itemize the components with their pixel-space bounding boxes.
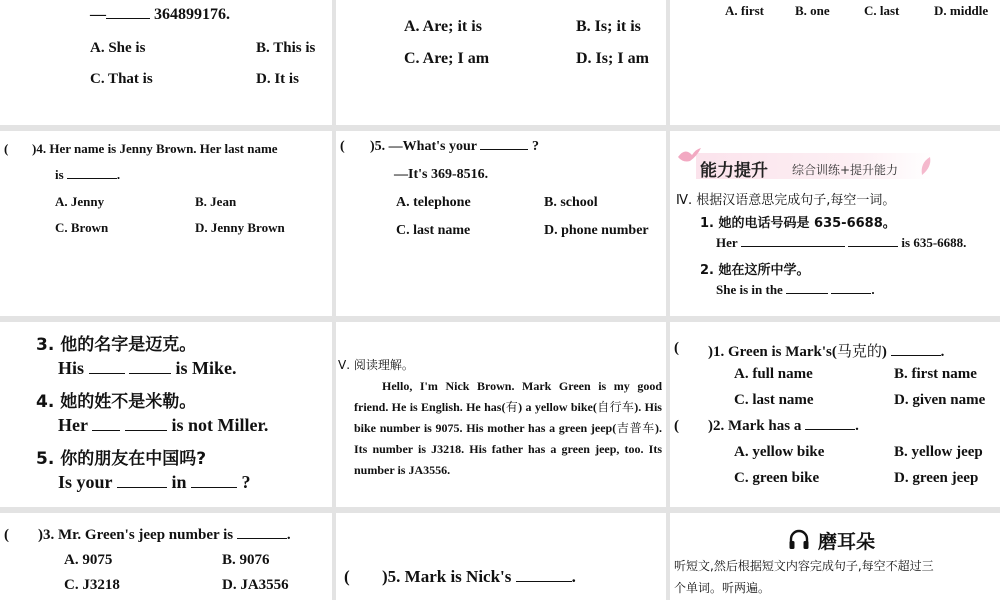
option-a: A. Jenny — [55, 194, 105, 209]
answer-paren: ( — [4, 527, 9, 543]
option-c: C. That is — [90, 71, 153, 87]
option-d: D. phone number — [544, 223, 649, 238]
panel-question-4 — [0, 131, 332, 316]
question-line — [370, 139, 539, 155]
q2-chinese: 2. 她在这所中学。 — [700, 263, 810, 278]
option-b: B. This is — [256, 40, 316, 56]
q2-option-d: D. green jeep — [894, 470, 979, 486]
section-title: 能力提升 — [700, 161, 768, 181]
panel-listening — [670, 513, 1000, 600]
option-a: A. 9075 — [64, 552, 113, 568]
blank-1 — [92, 430, 120, 431]
blank-1 — [89, 373, 125, 374]
answer-line: —It's 369-8516. — [394, 167, 489, 182]
question-text: )5. Mark is Nick's — [382, 567, 512, 586]
q1-option-d: D. given name — [894, 392, 986, 408]
bird-icon — [676, 145, 702, 167]
answer-paren: ( — [4, 141, 9, 156]
panel-reading — [336, 322, 666, 507]
q3-en-end: is Mike. — [175, 358, 237, 378]
passage-gloss-2: 自行车 — [596, 400, 635, 414]
q3-english — [58, 358, 237, 379]
panel-question-3 — [0, 513, 332, 600]
option-d: D. Is; I am — [576, 50, 649, 67]
question-end: . — [116, 167, 121, 182]
q1-option-b: B. first name — [894, 366, 977, 382]
answer-blank — [480, 149, 528, 150]
option-a: A. first — [725, 3, 764, 18]
panel-ability-section — [670, 131, 1000, 316]
q2-english — [716, 282, 875, 298]
panel-top-right — [670, 0, 1000, 125]
q1-text-start: )1. Green is Mark's( — [708, 344, 837, 360]
q3-en-start: His — [58, 358, 85, 378]
option-d: D. Jenny Brown — [195, 220, 285, 235]
q1-en-end: is 635-6688. — [901, 235, 967, 250]
q2-end: . — [855, 418, 859, 434]
answer-blank — [67, 178, 117, 179]
phone-line — [90, 6, 230, 24]
q2-option-b: B. yellow jeep — [894, 444, 983, 460]
answer-paren: ( — [340, 139, 345, 154]
option-b: B. Jean — [195, 194, 237, 209]
answer-paren: ( — [344, 567, 350, 586]
option-c: C. Brown — [55, 220, 109, 235]
option-d: D. JA3556 — [222, 577, 289, 593]
question-cont — [55, 167, 120, 183]
answer-blank — [516, 581, 572, 582]
option-b: B. Is; it is — [576, 18, 641, 35]
instruction-line-1: 听短文,然后根据短文内容完成句子,每空不超过三 — [674, 559, 934, 573]
question-text: )4. Her name is Jenny Brown. Her last name — [32, 141, 278, 156]
answer-blank — [891, 355, 941, 356]
q1-en-start: Her — [716, 235, 738, 250]
panel-question-5 — [336, 131, 666, 316]
answer-blank — [237, 538, 287, 539]
passage-part-2: ) a yellow bike( — [518, 400, 597, 414]
panel-translation — [0, 322, 332, 507]
q4-chinese: 4. 她的姓不是米勒。 — [36, 392, 197, 412]
q3-chinese: 3. 他的名字是迈克。 — [36, 335, 197, 355]
instruction: Ⅳ. 根据汉语意思完成句子,每空一词。 — [676, 193, 896, 208]
passage-part-1: Hello, I'm Nick Brown. Mark Green is my good friend. He is English. He has( — [354, 379, 662, 414]
q4-english — [58, 415, 268, 436]
option-c: C. last — [864, 3, 900, 18]
reading-passage — [354, 376, 662, 481]
option-c: C. J3218 — [64, 577, 120, 593]
q4-en-start: Her — [58, 415, 88, 435]
q2-text: )2. Mark has a — [708, 418, 802, 434]
passage-gloss-1: 有 — [505, 400, 519, 414]
question-cont-text: is — [55, 167, 64, 182]
panel-top-middle — [336, 0, 666, 125]
q2-paren: ( — [674, 418, 679, 434]
q5-en-mid: in — [171, 472, 187, 492]
blank-2 — [125, 430, 167, 431]
option-c: C. Are; I am — [404, 50, 490, 67]
q5-en-end: ? — [241, 472, 251, 492]
question-line — [382, 567, 576, 587]
q2-en-end: . — [871, 282, 875, 297]
question-text: )5. —What's your — [370, 139, 477, 154]
blank-2 — [831, 293, 871, 294]
blank-1 — [786, 293, 828, 294]
passage-gloss-3: 吉普车 — [616, 421, 655, 435]
q1-option-c: C. last name — [734, 392, 814, 408]
blank-2 — [129, 373, 171, 374]
q1-text-gloss: 马克的 — [836, 342, 882, 360]
answer-blank — [805, 429, 855, 430]
q4-en-end: is not Miller. — [171, 415, 269, 435]
question-end: . — [571, 567, 576, 586]
blank-2 — [191, 487, 237, 488]
question-end: ? — [531, 139, 539, 154]
question-end: . — [286, 527, 291, 543]
dash-prefix: — — [90, 6, 106, 23]
q1-end: . — [940, 344, 945, 360]
q1-text-close: ) — [881, 344, 887, 360]
passage-part-3: ). His bike number is 9075. His mother has a green jeep( — [354, 400, 662, 435]
passage-part-4: ). Its number is J3218. His father has a green jeep, too. Its number is JA3556. — [354, 421, 662, 477]
decor-leaf-icon — [918, 155, 934, 177]
q5-en-start: Is your — [58, 472, 113, 492]
q5-english — [58, 472, 251, 493]
q2-option-c: C. green bike — [734, 470, 820, 486]
panel-top-left — [0, 0, 332, 125]
option-c: C. last name — [396, 223, 471, 238]
q5-chinese: 5. 你的朋友在中国吗? — [36, 449, 207, 469]
q2-option-a: A. yellow bike — [734, 444, 825, 460]
option-b: B. one — [795, 3, 830, 18]
question-text: )3. Mr. Green's jeep number is — [38, 527, 234, 543]
q1-paren: ( — [674, 340, 679, 356]
section-title: 磨耳朵 — [818, 531, 876, 553]
option-a: A. telephone — [396, 195, 471, 210]
panel-question-5-reading — [336, 513, 666, 600]
option-b: B. school — [544, 195, 598, 210]
question-line — [38, 527, 291, 544]
instruction-line-2: 个单词。听两遍。 — [674, 581, 771, 595]
option-d: D. middle — [934, 3, 989, 18]
headphones-icon — [788, 528, 810, 550]
q2-en-start: She is in the — [716, 282, 783, 297]
panel-reading-questions — [670, 322, 1000, 507]
blank-2 — [848, 246, 898, 247]
option-b: B. 9076 — [222, 552, 270, 568]
option-a: A. She is — [90, 40, 146, 56]
option-a: A. Are; it is — [404, 18, 482, 35]
q1-option-a: A. full name — [734, 366, 813, 382]
phone-number-text: 364899176. — [154, 6, 230, 23]
option-d: D. It is — [256, 71, 299, 87]
section-title: Ⅴ. 阅读理解。 — [338, 358, 414, 372]
q2-line — [708, 418, 859, 435]
blank-1 — [741, 246, 845, 247]
q1-english — [716, 235, 966, 251]
q1-line — [708, 340, 944, 361]
answer-blank — [106, 18, 150, 19]
section-subtitle: 综合训练+提升能力 — [792, 163, 899, 177]
q1-chinese: 1. 她的电话号码是 635-6688。 — [700, 216, 896, 231]
blank-1 — [117, 487, 167, 488]
